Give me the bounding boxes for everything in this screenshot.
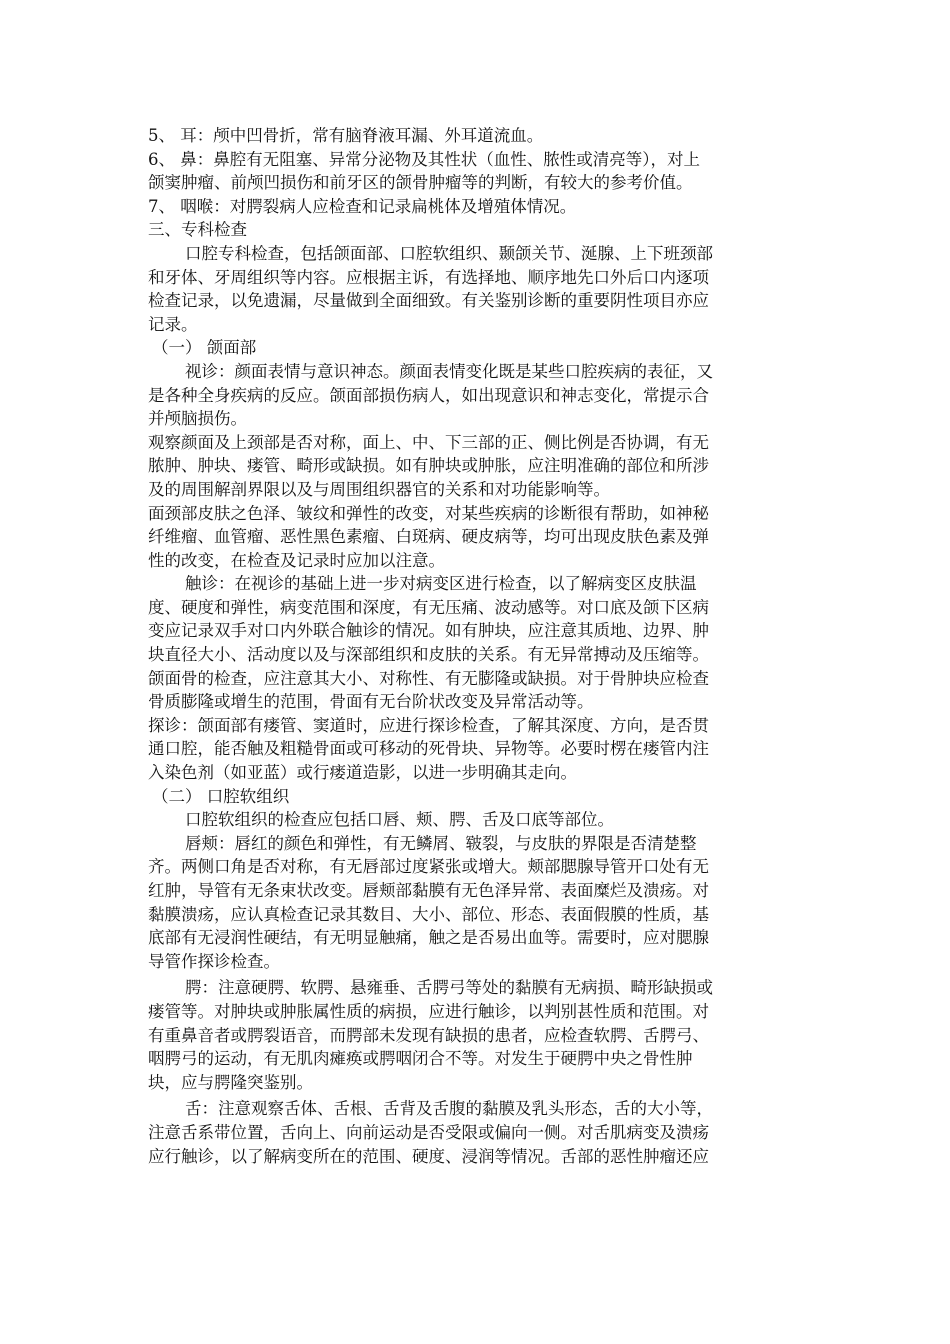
text-line: 唇颊：唇红的颜色和弹性，有无鳞屑、皲裂，与皮肤的界限是否清楚整 bbox=[185, 833, 697, 853]
text-line: 并颅脑损伤。 bbox=[148, 409, 247, 429]
section-heading: 三、专科检查 bbox=[148, 220, 247, 240]
text-line: 红肿，导管有无条束状改变。唇颊部黏膜有无色泽异常、表面糜烂及溃疡。对 bbox=[148, 881, 709, 900]
text-line: 是各种全身疾病的反应。颌面部损伤病人，如出现意识和神志变化，常提示合 bbox=[148, 385, 709, 405]
text-line: 黏膜溃疡，应认真检查记录其数目、大小、部位、形态、表面假膜的性质，基 bbox=[148, 904, 709, 924]
text-line: 6、 鼻：鼻腔有无阻塞、异常分泌物及其性状（血性、脓性或清亮等），对上 bbox=[148, 149, 700, 169]
text-line: 口腔软组织的检查应包括口唇、颊、腭、舌及口底等部位。 bbox=[185, 810, 614, 830]
text-line: 导管作探诊检查。 bbox=[148, 951, 280, 971]
text-line: 舌：注意观察舌体、舌根、舌背及舌腹的黏膜及乳头形态，舌的大小等， bbox=[185, 1099, 713, 1119]
text-line: 咽腭弓的运动，有无肌肉瘫痪或腭咽闭合不等。对发生于硬腭中央之骨性肿 bbox=[148, 1049, 693, 1069]
text-line: 骨质膨隆或增生的范围，骨面有无台阶状改变及异常活动等。 bbox=[148, 692, 594, 712]
text-line: 块直径大小、活动度以及与深部组织和皮肤的关系。有无异常搏动及压缩等。 bbox=[148, 645, 709, 665]
subsection-heading: （一） 颌面部 bbox=[152, 338, 257, 358]
text-line: 颌窦肿瘤、前颅凹损伤和前牙区的颌骨肿瘤等的判断，有较大的参考价值。 bbox=[148, 173, 693, 193]
text-line: 块，应与腭隆突鉴别。 bbox=[148, 1072, 313, 1092]
text-line: 有重鼻音者或腭裂语音，而腭部未发现有缺损的患者，应检查软腭、舌腭弓、 bbox=[148, 1025, 709, 1045]
text-line: 度、硬度和弹性，病变范围和深度，有无压痛、波动感等。对口底及颌下区病 bbox=[148, 597, 709, 617]
text-line: 探诊：颌面部有瘘管、窦道时，应进行探诊检查，了解其深度、方向，是否贯 bbox=[148, 715, 709, 735]
text-line: 记录。 bbox=[148, 314, 198, 334]
document-page bbox=[148, 124, 808, 1168]
text-line: 视诊：颜面表情与意识神态。颜面表情变化既是某些口腔疾病的表征，又 bbox=[185, 361, 713, 381]
text-line: 观察颜面及上颈部是否对称，面上、中、下三部的正、侧比例是否协调，有无 bbox=[148, 432, 709, 452]
text-line: 注意舌系带位置，舌向上、向前运动是否受限或偏向一侧。对舌肌病变及溃疡 bbox=[148, 1122, 709, 1142]
text-line: 检查记录，以免遗漏，尽量做到全面细致。有关鉴别诊断的重要阴性项目亦应 bbox=[148, 291, 709, 311]
text-line: 齐。两侧口角是否对称，有无唇部过度紧张或增大。颊部腮腺导管开口处有无 bbox=[148, 857, 709, 877]
text-line: 口腔专科检查，包括颌面部、口腔软组织、颞颌关节、涎腺、上下班颈部 bbox=[185, 243, 713, 263]
text-line: 底部有无浸润性硬结，有无明显触痛，触之是否易出血等。需要时，应对腮腺 bbox=[148, 928, 709, 948]
text-line: 颌面骨的检查，应注意其大小、对称性、有无膨隆或缺损。对于骨肿块应检查 bbox=[148, 668, 709, 688]
text-line: 7、 咽喉：对腭裂病人应检查和记录扁桃体及增殖体情况。 bbox=[148, 196, 577, 216]
text-line: 瘘管等。对肿块或肿胀属性质的病损，应进行触诊，以判别甚性质和范围。对 bbox=[148, 1001, 709, 1021]
text-line: 纤维瘤、血管瘤、恶性黑色素瘤、白斑病、硬皮病等，均可出现皮肤色素及弹 bbox=[148, 527, 709, 547]
text-line: 通口腔，能否触及粗糙骨面或可移动的死骨块、异物等。必要时楞在瘘管内注 bbox=[148, 739, 709, 759]
text-line: 脓肿、肿块、瘘管、畸形或缺损。如有肿块或肿胀，应注明准确的部位和所涉 bbox=[148, 456, 709, 476]
text-line: 面颈部皮肤之色泽、皱纹和弹性的改变，对某些疾病的诊断很有帮助，如神秘 bbox=[148, 503, 709, 523]
text-line: 应行触诊，以了解病变所在的范围、硬度、浸润等情况。舌部的恶性肿瘤还应 bbox=[148, 1146, 709, 1166]
text-line: 和牙体、牙周组织等内容。应根据主诉，有选择地、顺序地先口外后口内逐项 bbox=[148, 267, 709, 287]
text-line: 腭：注意硬腭、软腭、悬雍垂、舌腭弓等处的黏膜有无病损、畸形缺损或 bbox=[185, 978, 713, 998]
text-line: 及的周围解剖界限以及与周围组织器官的关系和对功能影响等。 bbox=[148, 479, 610, 499]
text-line: 5、 耳：颅中凹骨折，常有脑脊液耳漏、外耳道流血。 bbox=[148, 126, 544, 145]
text-line: 性的改变，在检查及记录时应加以注意。 bbox=[148, 550, 445, 570]
text-line: 入染色剂（如亚蓝）或行瘘道造影，以进一步明确其走向。 bbox=[148, 763, 577, 783]
subsection-heading: （二） 口腔软组织 bbox=[152, 786, 290, 806]
text-line: 触诊：在视诊的基础上进一步对病变区进行检查，以了解病变区皮肤温 bbox=[185, 574, 697, 594]
text-line: 变应记录双手对口内外联合触诊的情况。如有肿块，应注意其质地、边界、肿 bbox=[148, 621, 709, 641]
